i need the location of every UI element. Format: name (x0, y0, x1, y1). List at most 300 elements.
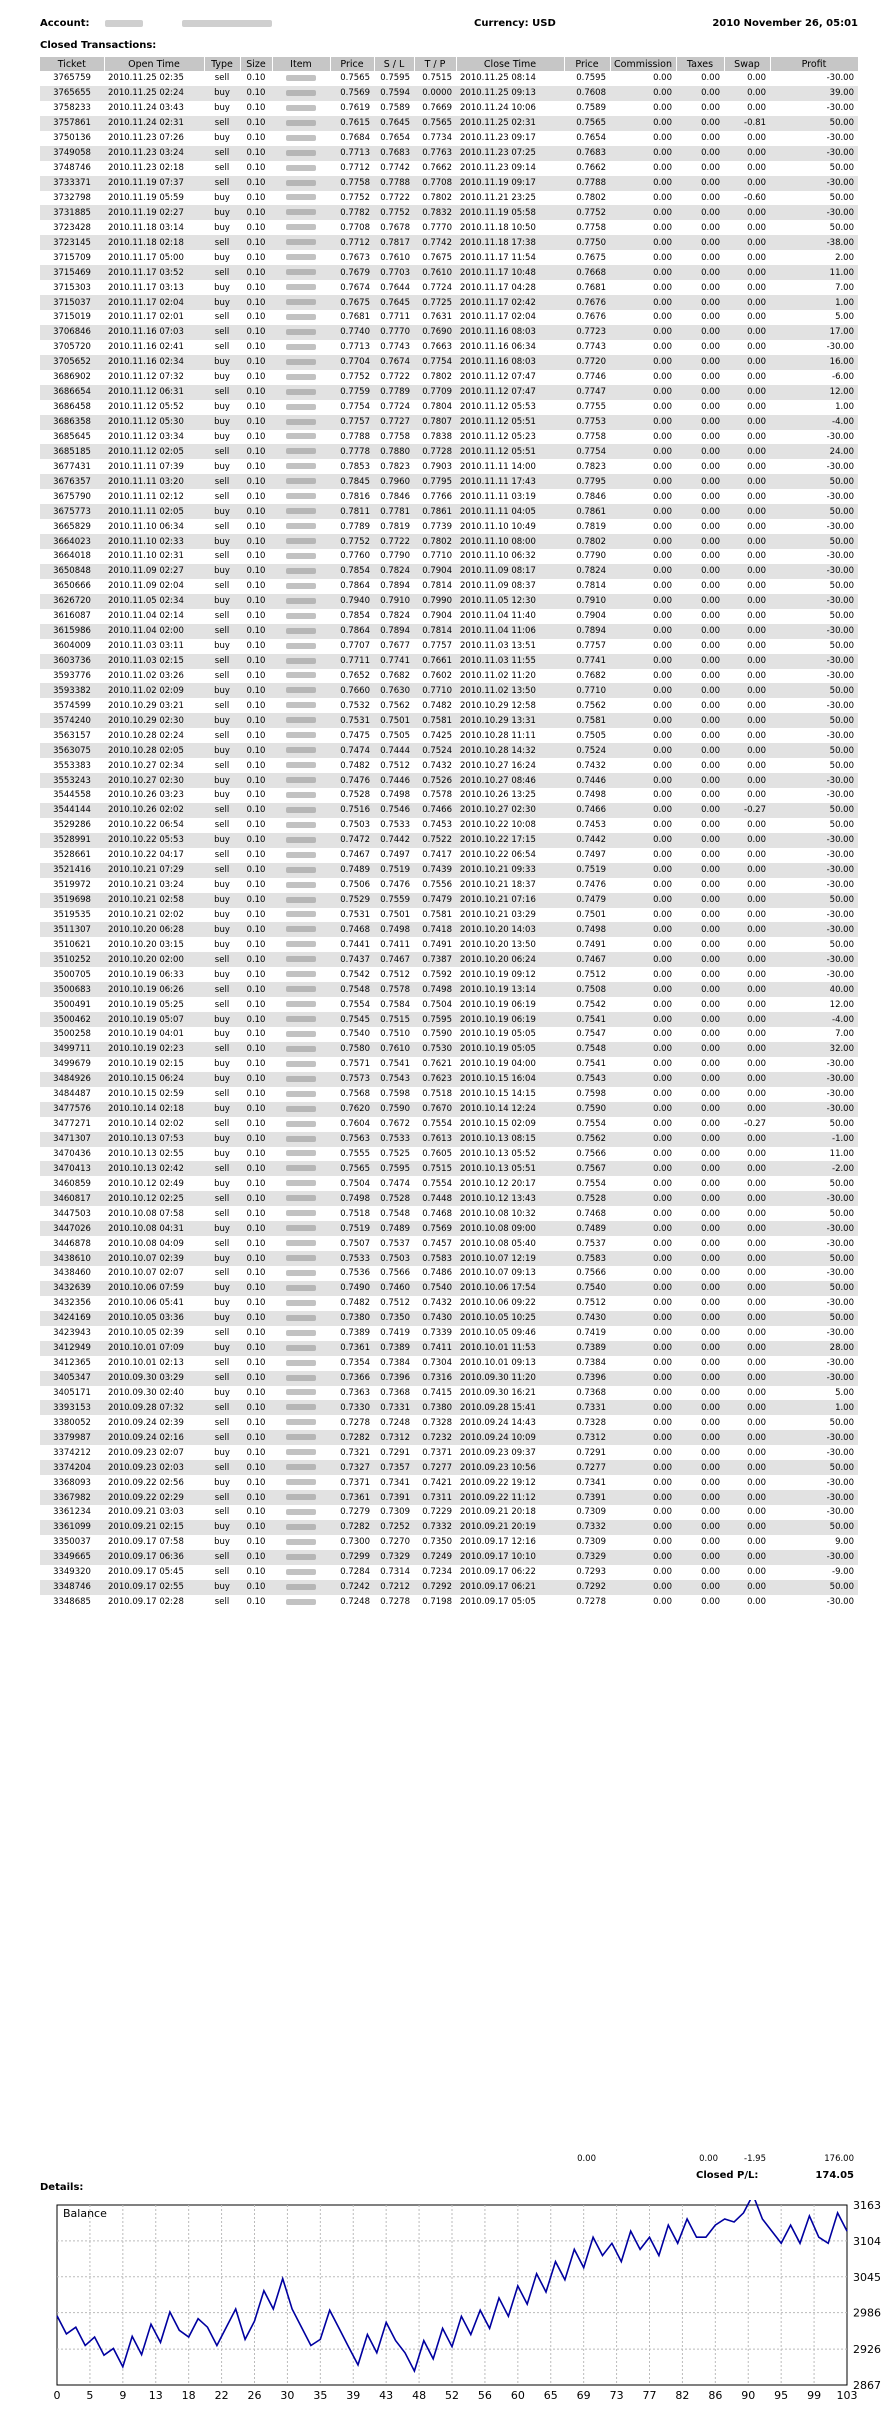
cell: 0.00 (701, 850, 720, 861)
cell: 0.7532 (340, 700, 370, 711)
cell: 0.7510 (380, 1029, 410, 1040)
cell: 0.7299 (330, 1550, 374, 1565)
table-row (40, 639, 858, 654)
cell: 0.10 (240, 833, 272, 848)
item-redacted (272, 415, 330, 430)
cell: buy (214, 1477, 230, 1488)
item-redacted (272, 1027, 330, 1042)
cell: 0.00 (676, 1580, 724, 1595)
cell: 0.7466 (414, 803, 456, 818)
cell: 0.7676 (564, 295, 610, 310)
cell: 2010.11.03 11:55 (456, 654, 564, 669)
redacted-item (286, 628, 316, 634)
cell: 2010.10.28 14:32 (456, 743, 564, 758)
cell: 0.00 (653, 1059, 672, 1070)
cell: 0.7645 (374, 295, 414, 310)
cell: 0.7531 (340, 909, 370, 920)
cell: 5.00 (835, 1387, 854, 1398)
cell: 0.7571 (340, 1059, 370, 1070)
cell: 0.10 (246, 491, 266, 502)
cell: -1.00 (770, 1132, 858, 1147)
cell: buy (214, 192, 230, 203)
redacted-item (286, 1240, 316, 1246)
cell: buy (214, 909, 230, 920)
cell: 0.00 (653, 880, 672, 891)
cell: 0.7904 (422, 611, 452, 622)
cell: 3675773 (40, 504, 104, 519)
item-redacted (272, 1117, 330, 1132)
cell: 2010.10.22 06:54 (108, 820, 184, 831)
table-row (40, 1236, 858, 1251)
cell: 2010.10.29 12:58 (460, 700, 536, 711)
closed-pl-value: 174.05 (815, 2170, 854, 2181)
table-header-row (40, 57, 858, 71)
cell: 2010.10.29 13:31 (456, 713, 564, 728)
cell: 0.7566 (576, 1268, 606, 1279)
cell: 0.10 (246, 133, 266, 144)
redacted-item (286, 1225, 316, 1231)
cell: 0.10 (246, 252, 266, 263)
cell: 0.00 (676, 86, 724, 101)
cell: 0.7441 (340, 939, 370, 950)
redacted-item (286, 702, 316, 708)
x-tick-label: 48 (412, 2389, 427, 2402)
cell: 0.00 (676, 235, 724, 250)
cell: 0.00 (747, 1089, 766, 1100)
cell: 0.00 (676, 624, 724, 639)
cell: 0.10 (240, 1281, 272, 1296)
column-header: Commission (610, 57, 676, 71)
cell: buy (204, 833, 240, 848)
cell: 7.00 (835, 282, 854, 293)
table-row (40, 1505, 858, 1520)
cell: sell (204, 235, 240, 250)
cell: 0.7466 (564, 803, 610, 818)
item-redacted (272, 773, 330, 788)
cell: 0.7361 (330, 1490, 374, 1505)
redacted-item (286, 1360, 316, 1366)
cell: 2010.10.20 06:24 (456, 952, 564, 967)
item-redacted (272, 474, 330, 489)
cell: 0.7562 (564, 1132, 610, 1147)
table-row (40, 549, 858, 564)
item-redacted (272, 519, 330, 534)
cell: 0.00 (676, 1012, 724, 1027)
cell: 0.00 (701, 880, 720, 891)
cell: 2010.10.22 04:17 (108, 850, 184, 861)
x-tick-label: 56 (477, 2389, 492, 2402)
cell: 2010.09.30 02:40 (108, 1387, 184, 1398)
cell: 0.7673 (340, 252, 370, 263)
cell: 0.10 (240, 1161, 272, 1176)
item-redacted (272, 1281, 330, 1296)
cell: 1.00 (770, 295, 858, 310)
cell: -30.00 (826, 1358, 854, 1369)
cell: 0.7846 (576, 491, 606, 502)
cell: 2010.11.11 02:05 (104, 504, 204, 519)
cell: sell (214, 1567, 230, 1578)
redacted-item (286, 672, 316, 678)
report-datetime: 2010 November 26, 05:01 (712, 18, 858, 29)
cell: 0.7533 (380, 820, 410, 831)
cell: 2010.09.21 20:18 (460, 1507, 536, 1518)
table-row (40, 773, 858, 788)
cell: 0.10 (246, 1119, 266, 1130)
cell: 0.7669 (422, 103, 452, 114)
cell: 32.00 (770, 1042, 858, 1057)
cell: 2010.11.11 03:20 (104, 474, 204, 489)
cell: 2010.10.13 05:51 (456, 1161, 564, 1176)
cell: 0.7292 (414, 1580, 456, 1595)
cell: 0.7910 (374, 594, 414, 609)
table-row (40, 698, 858, 713)
cell: buy (214, 461, 230, 472)
table-row (40, 1415, 858, 1430)
cell: 0.7498 (380, 790, 410, 801)
cell: 0.7524 (414, 743, 456, 758)
cell: 0.10 (240, 146, 272, 161)
cell: 0.00 (653, 1178, 672, 1189)
cell: 0.10 (240, 86, 272, 101)
cell: 0.00 (724, 654, 770, 669)
cell: 2010.11.19 07:37 (104, 176, 204, 191)
cell: 3758233 (53, 103, 91, 114)
cell: 50.00 (829, 222, 854, 233)
y-tick-label: 2926 (853, 2343, 881, 2357)
cell: 3412949 (40, 1341, 104, 1356)
cell: buy (214, 282, 230, 293)
cell: sell (214, 312, 230, 323)
cell: 0.7491 (576, 939, 606, 950)
cell: 0.7457 (422, 1238, 452, 1249)
cell: 3626720 (40, 594, 104, 609)
table-row (40, 1027, 858, 1042)
cell: 2010.10.22 10:08 (460, 820, 536, 831)
cell: 0.7790 (576, 551, 606, 562)
cell: buy (204, 773, 240, 788)
cell: 0.00 (610, 1520, 676, 1535)
cell: 0.10 (246, 1268, 266, 1279)
cell: 0.7531 (330, 713, 374, 728)
cell: 0.00 (701, 790, 720, 801)
cell: 0.00 (747, 641, 766, 652)
column-header: Type (204, 57, 240, 71)
cell: 2010.11.04 02:00 (104, 624, 204, 639)
cell: 3574599 (53, 700, 91, 711)
cell: 3405171 (53, 1387, 91, 1398)
cell: 0.00 (610, 922, 676, 937)
cell: 0.00 (610, 474, 676, 489)
cell: -30.00 (826, 73, 854, 84)
item-redacted (272, 1430, 330, 1445)
item-redacted (272, 922, 330, 937)
cell: 3723428 (53, 222, 91, 233)
table-row (40, 937, 858, 952)
cell: 2010.10.13 02:55 (108, 1148, 184, 1159)
cell: 0.10 (246, 1537, 266, 1548)
item-redacted (272, 669, 330, 684)
cell: 0.7817 (374, 235, 414, 250)
table-row (40, 385, 858, 400)
cell: 2010.11.25 08:14 (460, 73, 536, 84)
cell: 0.7554 (576, 1178, 606, 1189)
cell: 0.7788 (374, 176, 414, 191)
cell: 0.7389 (564, 1341, 610, 1356)
cell: 0.7804 (422, 402, 452, 413)
cell: sell (204, 1460, 240, 1475)
cell: 0.10 (240, 1012, 272, 1027)
cell: 0.10 (240, 654, 272, 669)
cell: 3519698 (40, 893, 104, 908)
cell: 3470436 (53, 1148, 91, 1159)
cell: 2010.10.08 09:00 (456, 1221, 564, 1236)
cell: 2010.10.05 10:25 (456, 1311, 564, 1326)
table-row (40, 1102, 858, 1117)
cell: 2010.11.12 05:51 (456, 444, 564, 459)
cell: 3705652 (40, 355, 104, 370)
cell: sell (204, 385, 240, 400)
cell: 0.7789 (340, 521, 370, 532)
cell: 0.7486 (422, 1268, 452, 1279)
cell: 2010.11.12 05:30 (104, 415, 204, 430)
cell: 2010.10.22 05:53 (104, 833, 204, 848)
table-row (40, 1356, 858, 1371)
cell: buy (204, 1251, 240, 1266)
cell: 3432639 (40, 1281, 104, 1296)
cell: 0.10 (240, 803, 272, 818)
cell: 2010.11.04 11:40 (460, 611, 536, 622)
cell: 0.10 (240, 773, 272, 788)
cell: 0.7467 (340, 850, 370, 861)
cell: 3432356 (53, 1298, 91, 1309)
cell: 0.10 (240, 1520, 272, 1535)
cell: 0.7476 (576, 880, 606, 891)
x-tick-label: 60 (510, 2389, 525, 2402)
table-row (40, 1132, 858, 1147)
cell: 50.00 (829, 1417, 854, 1428)
cell: 2010.10.19 02:15 (108, 1059, 184, 1070)
cell: 0.7708 (340, 222, 370, 233)
cell: 0.7581 (564, 713, 610, 728)
cell: buy (204, 355, 240, 370)
cell: sell (204, 863, 240, 878)
cell: sell (204, 803, 240, 818)
cell: 3470413 (40, 1161, 104, 1176)
item-redacted (272, 833, 330, 848)
redacted-item (286, 777, 316, 783)
cell: -30.00 (826, 461, 854, 472)
cell: 0.00 (724, 1341, 770, 1356)
cell: sell (214, 1089, 230, 1100)
cell: 0.00 (724, 474, 770, 489)
cell: 0.7682 (576, 670, 606, 681)
cell: buy (214, 1059, 230, 1070)
cell: 0.7711 (380, 312, 410, 323)
cell: 0.00 (747, 1298, 766, 1309)
cell: 0.00 (701, 641, 720, 652)
cell: 0.7620 (330, 1102, 374, 1117)
cell: 0.7490 (330, 1281, 374, 1296)
cell: 2010.09.28 07:32 (104, 1400, 204, 1415)
table-row (40, 624, 858, 639)
cell: 0.00 (701, 1537, 720, 1548)
cell: buy (204, 1311, 240, 1326)
cell: 0.00 (653, 1328, 672, 1339)
cell: 2010.10.08 05:40 (460, 1238, 536, 1249)
cell: buy (204, 713, 240, 728)
cell: 2010.11.23 09:17 (460, 133, 536, 144)
table-row (40, 1161, 858, 1176)
cell: sell (204, 474, 240, 489)
cell: 0.00 (610, 982, 676, 997)
cell: 0.7654 (380, 133, 410, 144)
cell: 2010.11.05 02:34 (104, 594, 204, 609)
cell: 0.7541 (576, 1059, 606, 1070)
cell: 2010.10.29 03:21 (108, 700, 184, 711)
cell: 0.10 (240, 1371, 272, 1386)
item-redacted (272, 1296, 330, 1311)
cell: 2010.11.11 14:00 (460, 461, 536, 472)
item-redacted (272, 982, 330, 997)
cell: 0.10 (246, 372, 266, 383)
cell: 0.00 (701, 73, 720, 84)
cell: 0.7497 (380, 850, 410, 861)
cell: 0.7198 (422, 1597, 452, 1608)
cell: 0.7610 (374, 1042, 414, 1057)
cell: 0.7380 (330, 1311, 374, 1326)
cell: 3412365 (53, 1358, 91, 1369)
cell: 0.00 (676, 1371, 724, 1386)
x-tick-label: 90 (741, 2389, 756, 2402)
cell: 0.7623 (414, 1072, 456, 1087)
cell: -30.00 (770, 654, 858, 669)
cell: 0.00 (724, 1580, 770, 1595)
cell: 0.7854 (340, 611, 370, 622)
cell: 0.7366 (330, 1371, 374, 1386)
cell: 2010.10.29 02:30 (104, 713, 204, 728)
cell: 2010.10.20 06:28 (104, 922, 204, 937)
cell: 2010.10.19 05:25 (108, 999, 184, 1010)
cell: 0.00 (747, 521, 766, 532)
cell: 0.10 (240, 116, 272, 131)
cell: 0.10 (240, 325, 272, 340)
cell: -30.00 (770, 1550, 858, 1565)
cell: 0.00 (610, 534, 676, 549)
cell: 0.00 (747, 850, 766, 861)
table-row (40, 654, 858, 669)
cell: 3676357 (40, 474, 104, 489)
table-row (40, 280, 858, 295)
cell: 0.00 (724, 86, 770, 101)
cell: 0.7608 (564, 86, 610, 101)
cell: 3553383 (53, 760, 91, 771)
cell: 0.10 (246, 850, 266, 861)
cell: 0.7722 (380, 372, 410, 383)
cell: buy (204, 205, 240, 220)
cell: 0.7670 (414, 1102, 456, 1117)
cell: 3685645 (53, 431, 91, 442)
cell: 0.7528 (374, 1191, 414, 1206)
x-tick-label: 95 (774, 2389, 789, 2402)
cell: 0.7562 (380, 700, 410, 711)
cell: 0.00 (653, 103, 672, 114)
cell: 0.00 (701, 1089, 720, 1100)
cell: 0.7501 (576, 909, 606, 920)
cell: 0.00 (747, 222, 766, 233)
cell: 2010.11.24 02:31 (104, 116, 204, 131)
cell: 0.00 (747, 1507, 766, 1518)
item-redacted (272, 1236, 330, 1251)
cell: sell (214, 1417, 230, 1428)
cell: 0.7446 (374, 773, 414, 788)
cell: 0.7540 (564, 1281, 610, 1296)
cell: 2010.11.11 02:12 (108, 491, 184, 502)
cell: sell (214, 581, 230, 592)
cell: 0.7474 (380, 1178, 410, 1189)
cell: 0.7504 (340, 1178, 370, 1189)
redacted-item (286, 404, 316, 410)
table-row (40, 669, 858, 684)
cell: 0.7720 (564, 355, 610, 370)
item-redacted (272, 1132, 330, 1147)
cell: 2010.10.12 20:17 (460, 1178, 536, 1189)
cell: 0.00 (724, 205, 770, 220)
cell: 0.7814 (414, 624, 456, 639)
cell: sell (214, 1597, 230, 1608)
cell: 0.7396 (374, 1371, 414, 1386)
cell: 0.00 (701, 760, 720, 771)
redacted-item (286, 956, 316, 962)
cell: 0.7604 (340, 1119, 370, 1130)
cell: 0.00 (747, 880, 766, 891)
cell: 0.00 (653, 1537, 672, 1548)
table-row (40, 1206, 858, 1221)
cell: -30.00 (826, 133, 854, 144)
table-row (40, 220, 858, 235)
cell: 0.7361 (330, 1341, 374, 1356)
cell: buy (214, 1148, 230, 1159)
table-row (40, 1176, 858, 1191)
cell: 0.10 (246, 551, 266, 562)
cell: 2010.10.28 02:05 (104, 743, 204, 758)
cell: 2010.11.10 02:31 (108, 551, 184, 562)
cell: 0.7581 (414, 713, 456, 728)
cell: 0.10 (240, 922, 272, 937)
cell: 0.00 (701, 1328, 720, 1339)
cell: 0.7529 (330, 893, 374, 908)
closed-pl-label: Closed P/L: (696, 2170, 759, 2181)
table-row (40, 1251, 858, 1266)
cell: 2010.11.12 05:53 (460, 402, 536, 413)
cell: 0.10 (240, 474, 272, 489)
cell: 0.00 (676, 833, 724, 848)
cell: 0.00 (653, 999, 672, 1010)
table-row (40, 609, 858, 624)
item-redacted (272, 1042, 330, 1057)
cell: -30.00 (826, 1477, 854, 1488)
cell: 0.7675 (422, 252, 452, 263)
item-redacted (272, 952, 330, 967)
cell: 0.7284 (340, 1567, 370, 1578)
cell: 0.00 (653, 1148, 672, 1159)
x-tick-label: 99 (807, 2389, 822, 2402)
table-row (40, 788, 858, 803)
redacted-item (286, 284, 316, 290)
table-row (40, 564, 858, 579)
cell: -4.00 (770, 1012, 858, 1027)
cell: 0.7816 (340, 491, 370, 502)
cell: 0.7540 (414, 1281, 456, 1296)
